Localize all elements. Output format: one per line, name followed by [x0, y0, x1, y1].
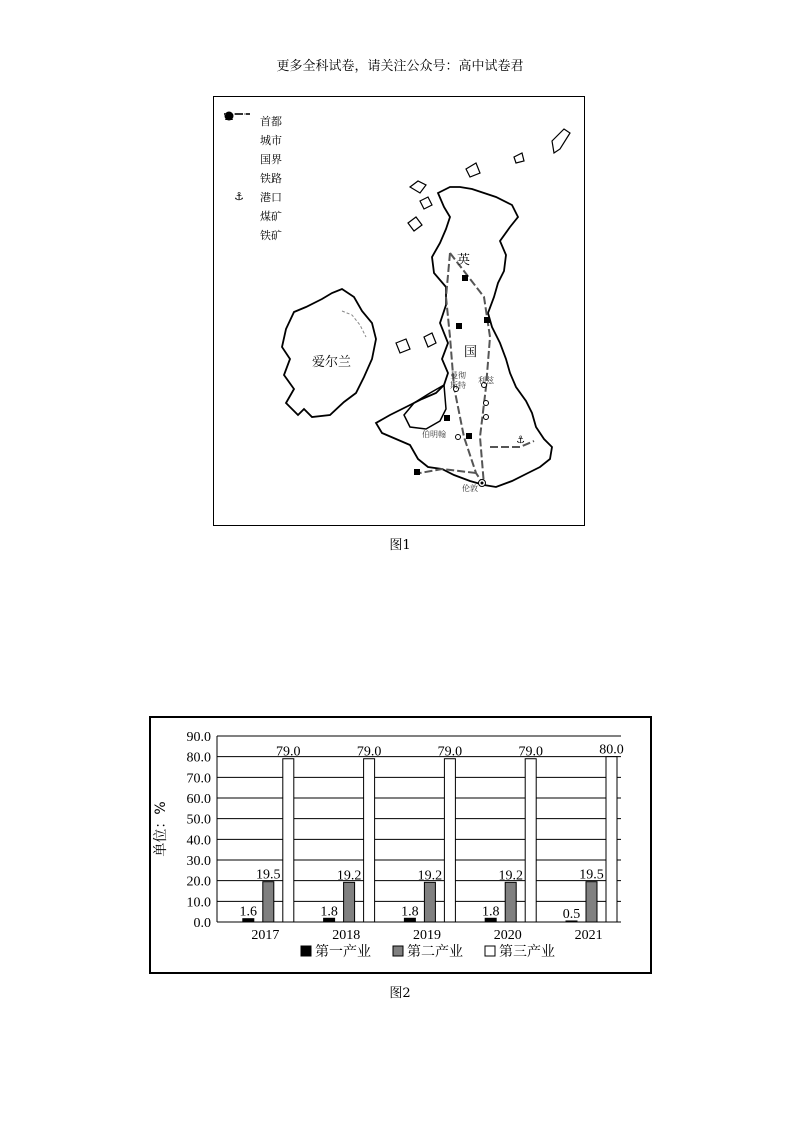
- legend-swatch: [485, 946, 495, 956]
- railway-line: [446, 253, 484, 485]
- city-marker: [484, 401, 489, 406]
- y-tick-label: 50.0: [186, 812, 211, 828]
- map-label-manchester: 斯特: [450, 381, 466, 390]
- data-label: 1.8: [481, 904, 500, 920]
- data-label: 19.2: [336, 868, 362, 884]
- header-note: 更多全科试卷，请关注公众号：高中试卷君: [276, 59, 524, 74]
- legend-label: 第二产业: [407, 944, 463, 960]
- bar: [283, 759, 294, 922]
- island-outline: [424, 333, 436, 347]
- port-marker: ⚓: [516, 435, 525, 446]
- map-label-uk-top: 英: [457, 253, 471, 268]
- map-label-manchester: 曼彻: [450, 371, 466, 380]
- island-outline: [466, 163, 480, 177]
- x-tick-label: 2018: [332, 928, 361, 943]
- island-outline: [408, 217, 422, 231]
- legend-label: 第一产业: [315, 944, 371, 960]
- data-label: 79.0: [276, 744, 301, 760]
- bar: [364, 759, 375, 922]
- x-tick-label: 2021: [574, 928, 603, 943]
- legend-label: 铁矿: [260, 228, 282, 242]
- bar: [606, 757, 617, 922]
- coal-mine-marker: [484, 317, 490, 323]
- legend-item: [224, 149, 282, 168]
- wales-outline: [404, 385, 446, 429]
- legend-label: 城市: [260, 133, 282, 147]
- figure-caption-1: 图1: [389, 538, 411, 553]
- coal-mine-marker: [456, 323, 462, 329]
- map-legend: [224, 111, 282, 244]
- legend-label: 铁路: [260, 171, 282, 185]
- bar-chart-figure: [149, 716, 652, 974]
- bar: [344, 882, 355, 922]
- bar: [525, 759, 536, 922]
- island-outline: [410, 181, 426, 193]
- y-axis-label: 单位：%: [153, 801, 169, 857]
- data-label: 0.5: [562, 906, 581, 922]
- legend-label: 煤矿: [260, 209, 282, 223]
- coal-mine-marker: [466, 433, 472, 439]
- y-tick-label: 40.0: [186, 833, 211, 849]
- map-label-birmingham: 伯明翰: [422, 430, 446, 439]
- legend-item: [224, 225, 282, 244]
- map-figure: [213, 96, 585, 526]
- data-label: 1.8: [401, 904, 419, 920]
- data-label: 79.0: [356, 744, 382, 760]
- legend-label: 国界: [260, 152, 282, 166]
- y-tick-label: 10.0: [186, 895, 211, 911]
- bar: [424, 882, 435, 922]
- legend-label: 港口: [260, 190, 282, 204]
- legend-item: [224, 168, 282, 187]
- legend-label: 首都: [260, 114, 282, 128]
- great-britain-outline: [376, 187, 552, 487]
- data-label: 80.0: [599, 742, 624, 758]
- city-marker: [484, 415, 489, 420]
- figure-caption-2: 图2: [389, 986, 411, 1001]
- map-label-london: 伦敦: [462, 484, 478, 493]
- y-tick-label: 20.0: [186, 874, 211, 890]
- y-tick-label: 80.0: [186, 750, 211, 766]
- legend-swatch: [301, 946, 311, 956]
- map-label-leeds: 利兹: [478, 376, 494, 385]
- city-marker: [456, 435, 461, 440]
- island-outline: [514, 153, 524, 163]
- island-outline: [396, 339, 410, 353]
- legend-swatch: [393, 946, 403, 956]
- legend-item: [224, 206, 282, 225]
- bar: [263, 882, 274, 922]
- y-tick-label: 90.0: [186, 730, 211, 745]
- capital-marker: [481, 482, 484, 485]
- data-label: 19.5: [579, 867, 604, 883]
- data-label: 19.5: [256, 867, 281, 883]
- data-label: 19.2: [417, 868, 443, 884]
- x-tick-label: 2020: [493, 928, 522, 943]
- legend-item: [224, 130, 282, 149]
- island-outline: [552, 129, 570, 153]
- port-icon: ⚓: [234, 190, 244, 203]
- coal-mine-marker: [414, 469, 420, 475]
- y-tick-label: 60.0: [186, 792, 211, 807]
- data-label: 19.2: [498, 868, 523, 884]
- y-tick-label: 30.0: [186, 854, 211, 869]
- map-label-ireland: 爱尔兰: [312, 355, 352, 370]
- northern-ireland-border: [342, 311, 366, 337]
- data-label: 79.0: [518, 744, 543, 760]
- railway-line: [450, 253, 490, 485]
- data-label: 79.0: [437, 744, 463, 760]
- data-label: 1.8: [320, 904, 338, 920]
- data-label: 1.6: [239, 904, 258, 920]
- y-tick-label: 0.0: [193, 916, 211, 931]
- railway-line: [490, 441, 534, 447]
- legend-label: 第三产业: [499, 944, 555, 960]
- bar: [444, 759, 455, 922]
- legend-item: [224, 187, 282, 206]
- x-tick-label: 2019: [413, 928, 441, 943]
- island-outline: [420, 197, 432, 209]
- bar-chart: [151, 718, 650, 972]
- bar: [505, 882, 516, 922]
- coal-mine-marker: [444, 415, 450, 421]
- map-label-uk-bottom: 国: [464, 345, 478, 360]
- x-tick-label: 2017: [251, 928, 280, 943]
- coal-mine-marker: [462, 275, 468, 281]
- bar: [586, 882, 597, 922]
- y-tick-label: 70.0: [186, 771, 211, 787]
